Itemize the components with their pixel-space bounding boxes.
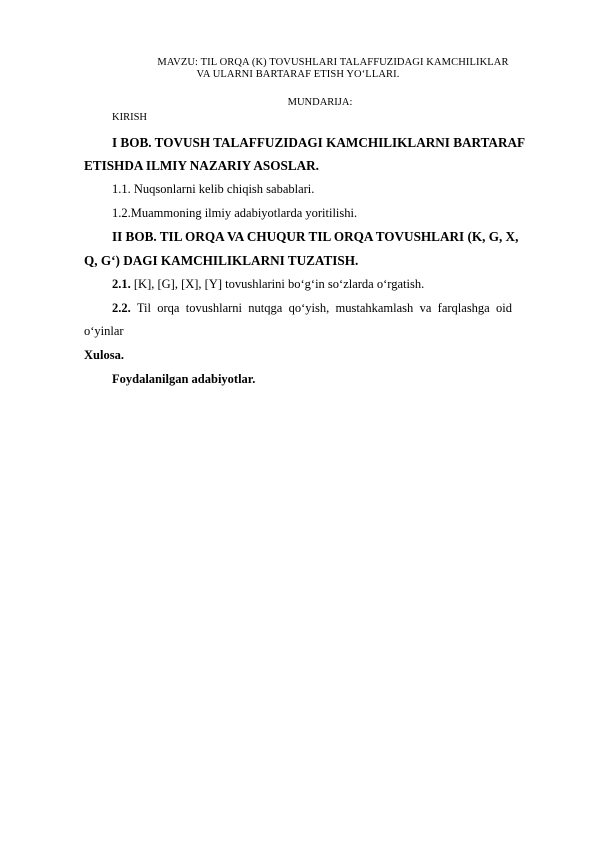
toc-section-1-1: 1.1. Nuqsonlarni kelib chiqish sabablari. bbox=[112, 182, 315, 196]
toc-section-1-2: 1.2.Muammoning ilmiy adabiyotlarda yoritilishi. bbox=[112, 206, 358, 220]
toc-section-2-2-continued: o‘yinlar bbox=[84, 324, 124, 338]
toc-section-2-1 bbox=[112, 277, 424, 292]
toc-chapter-1-line-2: ETISHDA ILMIY NAZARIY ASOSLAR. bbox=[84, 158, 319, 173]
toc-section-2-2-number: 2.2. bbox=[112, 301, 131, 315]
toc-heading: MUNDARIJA: bbox=[287, 97, 353, 108]
toc-chapter-2-line-1: II BOB. TIL ORQA VA CHUQUR TIL ORQA TOVUSHLARI (K, G, X, bbox=[112, 229, 519, 244]
toc-section-2-2-text: Til orqa tovushlarni nutqga qo‘yish, mustahkamlash va farqlashga oid bbox=[130, 301, 512, 315]
toc-references: Foydalanilgan adabiyotlar. bbox=[112, 372, 256, 386]
toc-conclusion: Xulosa. bbox=[84, 348, 124, 362]
document-title bbox=[84, 57, 512, 81]
toc-section-2-1-text: [K], [G], [X], [Y] tovushlarini bo‘g‘in so‘zlarda o‘rgatish. bbox=[130, 277, 425, 291]
toc-chapter-1-line-1: I BOB. TOVUSH TALAFFUZIDAGI KAMCHILIKLARNI BARTARAF bbox=[112, 135, 526, 150]
toc-chapter-2-line-2: Q, G‘) DAGI KAMCHILIKLARNI TUZATISH. bbox=[84, 253, 359, 268]
title-line-1: MAVZU: TIL ORQA (K) TOVUSHLARI TALAFFUZIDAGI KAMCHILIKLAR bbox=[157, 57, 509, 68]
title-line-2: VA ULARNI BARTARAF ETISH YO‘LLARI. bbox=[196, 69, 400, 80]
toc-item-kirish: KIRISH bbox=[112, 112, 148, 123]
toc-section-2-2 bbox=[112, 301, 512, 316]
toc-section-2-1-number: 2.1. bbox=[112, 277, 131, 291]
